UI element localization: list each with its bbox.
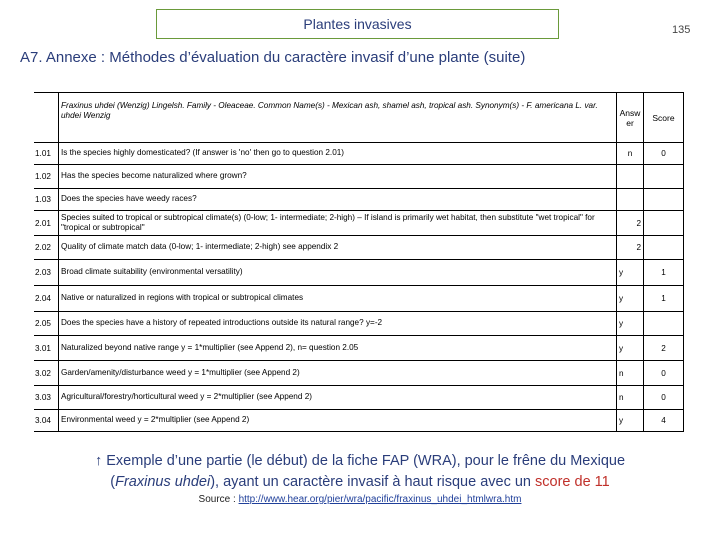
row-num: 1.02	[35, 172, 51, 181]
table-row	[34, 210, 684, 235]
table-row	[34, 285, 684, 311]
row-question: Naturalized beyond native range y = 1*multiplier (see Append 2), n= question 2.05	[58, 336, 616, 360]
row-num: 1.01	[35, 149, 51, 158]
caption-line-2: ), ayant un caractère invasif à haut risque avec un	[210, 474, 531, 490]
row-num: 2.01	[35, 218, 51, 228]
row-num: 3.02	[35, 368, 51, 378]
row-score: 0	[643, 361, 684, 385]
row-answer: n	[616, 386, 643, 409]
row-num: 3.03	[35, 393, 51, 402]
row-score: 4	[643, 410, 684, 431]
row-question: Broad climate suitability (environmental versatility)	[58, 260, 616, 285]
table-row	[34, 235, 684, 259]
row-score: 0	[643, 143, 684, 164]
row-score	[643, 189, 684, 210]
row-answer: y	[616, 336, 643, 360]
row-answer: 2	[616, 211, 643, 235]
row-answer: n	[616, 143, 643, 164]
row-score: 1	[643, 286, 684, 311]
row-score	[643, 211, 684, 235]
row-num: 2.04	[35, 294, 51, 303]
row-question: Quality of climate match data (0-low; 1- intermediate; 2-high) see appendix 2	[58, 236, 616, 259]
row-question: Garden/amenity/disturbance weed y = 1*multiplier (see Append 2)	[58, 361, 616, 385]
table-row	[34, 360, 684, 385]
source-label: Source :	[198, 494, 236, 505]
header-title: Plantes invasives	[303, 16, 412, 32]
score-header: Score	[643, 93, 684, 142]
up-arrow-icon: ↑	[94, 453, 103, 469]
row-score: 2	[643, 336, 684, 360]
source-line	[0, 494, 720, 505]
row-num: 3.01	[35, 343, 51, 353]
row-question: Environmental weed y = 2*multiplier (see Append 2)	[58, 410, 616, 431]
section-title: A7. Annexe : Méthodes d’évaluation du caractère invasif d’une plante (suite)	[20, 49, 526, 66]
header-title-box	[156, 9, 559, 39]
row-answer: y	[616, 312, 643, 335]
caption-score: score de 11	[535, 474, 610, 490]
row-score	[643, 236, 684, 259]
row-answer: 2	[616, 236, 643, 259]
table-header-row	[34, 92, 684, 142]
table-row	[34, 142, 684, 164]
row-answer	[616, 165, 643, 188]
row-question: Has the species become naturalized where grown?	[58, 165, 616, 188]
table-row	[34, 164, 684, 188]
source-link[interactable]: http://www.hear.org/pier/wra/pacific/fraxinus_uhdei_htmlwra.htm	[238, 494, 522, 505]
table-row	[34, 311, 684, 335]
table-row	[34, 335, 684, 360]
answer-header: Answ er	[616, 93, 643, 142]
row-question: Species suited to tropical or subtropical climate(s) (0-low; 1- intermediate; 2-high) – If island is primarily wet habitat, then substitute "wet tropical" for "tropical or subtropical"	[58, 211, 616, 235]
page-number: 135	[672, 24, 691, 36]
row-num: 2.05	[35, 319, 51, 328]
row-question: Is the species highly domesticated? (If answer is 'no' then go to question 2.01)	[58, 143, 616, 164]
row-score: 0	[643, 386, 684, 409]
row-num: 1.03	[35, 195, 51, 204]
row-num: 3.04	[35, 416, 51, 425]
table-row	[34, 188, 684, 210]
row-score: 1	[643, 260, 684, 285]
caption-line-1: Exemple d’une partie (le début) de la fiche FAP (WRA), pour le frêne du Mexique	[106, 453, 626, 469]
table-row	[34, 259, 684, 285]
row-answer: n	[616, 361, 643, 385]
row-question: Agricultural/forestry/horticultural weed y = 2*multiplier (see Append 2)	[58, 386, 616, 409]
table-row	[34, 385, 684, 409]
caption-species: Fraxinus uhdei	[115, 474, 211, 490]
caption-paren-open: (	[110, 474, 116, 490]
wra-table	[34, 92, 684, 432]
row-answer: y	[616, 410, 643, 431]
row-num: 2.02	[35, 243, 51, 252]
row-num: 2.03	[35, 268, 51, 277]
species-header: Fraxinus uhdei (Wenzig) Lingelsh. Family - Oleaceae. Common Name(s) - Mexican ash, shamel ash, tropical ash. Synonym(s) - F. americana L. var. uhdei Wenzig	[58, 93, 616, 142]
figure-caption	[40, 451, 680, 493]
header-num-cell	[34, 93, 58, 142]
row-question: Native or naturalized in regions with tropical or subtropical climates	[58, 286, 616, 311]
row-question: Does the species have a history of repeated introductions outside its natural range? y=-2	[58, 312, 616, 335]
row-score	[643, 165, 684, 188]
row-score	[643, 312, 684, 335]
row-question: Does the species have weedy races?	[58, 189, 616, 210]
row-answer: y	[616, 286, 643, 311]
table-row	[34, 409, 684, 432]
row-answer: y	[616, 260, 643, 285]
row-answer	[616, 189, 643, 210]
